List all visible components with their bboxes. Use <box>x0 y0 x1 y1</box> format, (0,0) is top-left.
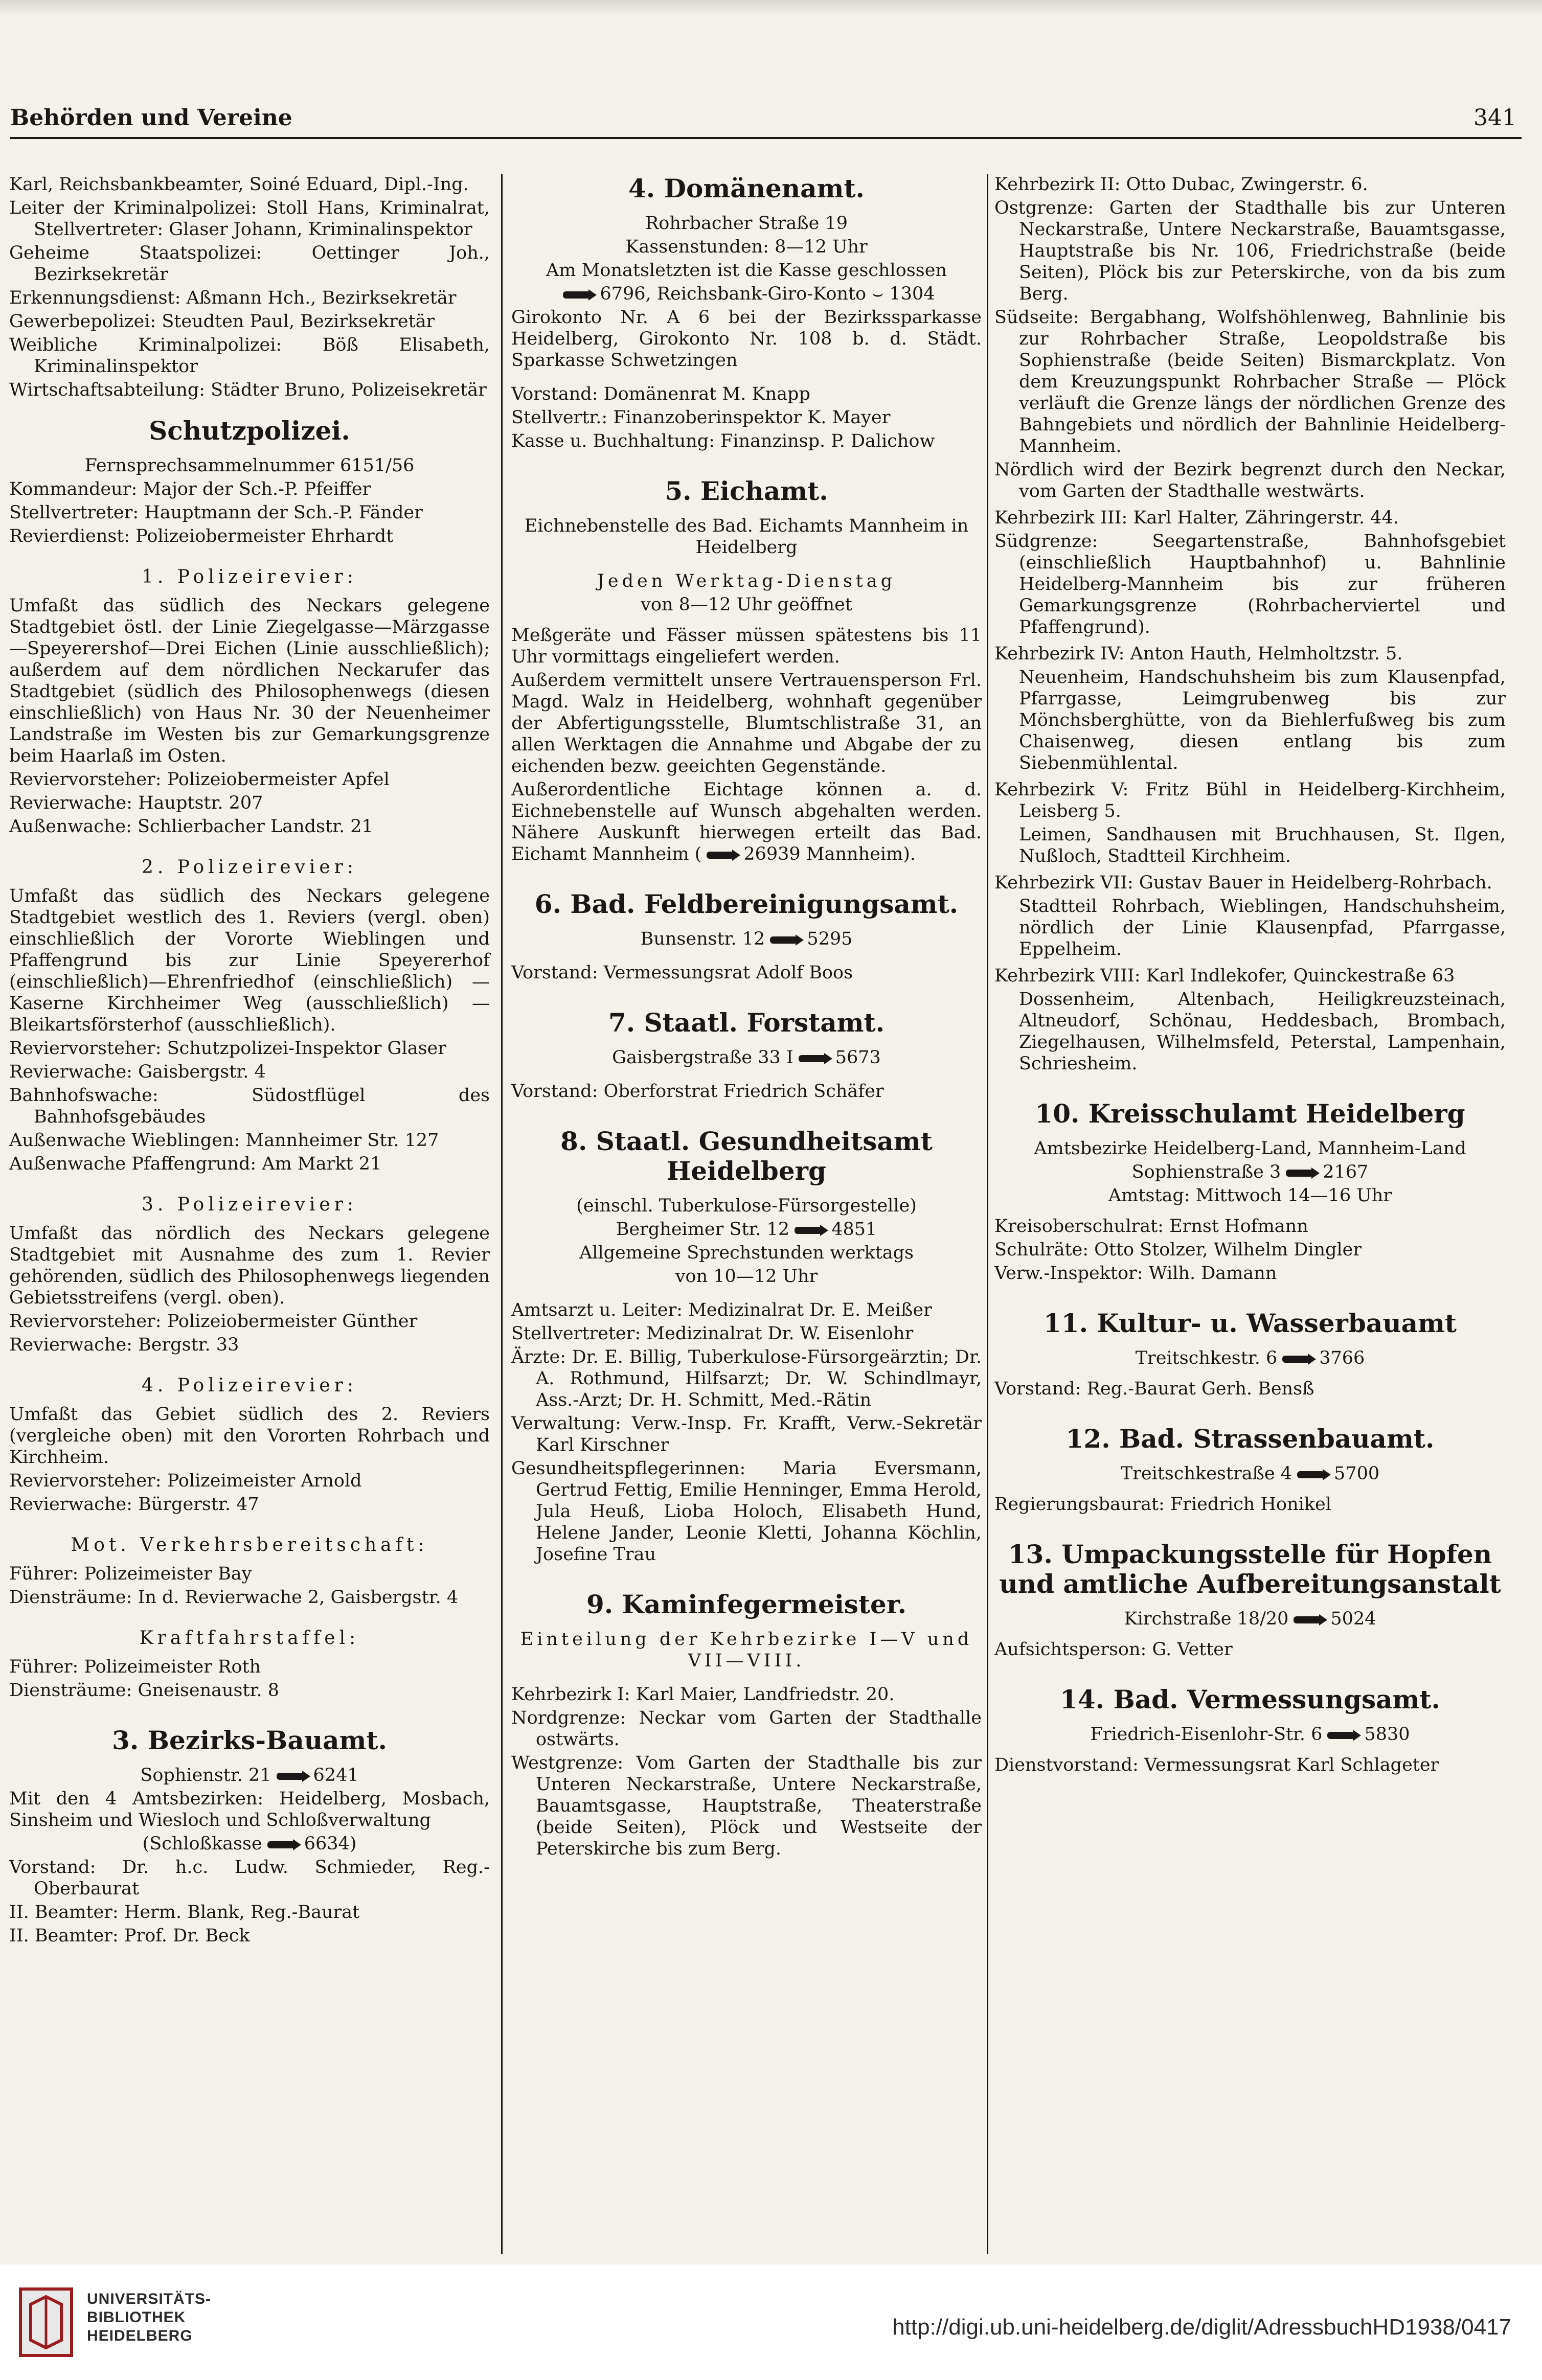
section-heading-wasserbauamt: 11. Kultur- u. Wasserbauamt <box>1044 1308 1457 1338</box>
address: Bergheimer Str. 12 <box>616 1219 790 1240</box>
entry-line: Südseite: Bergabhang, Wolfshöhlenweg, Bahnlinie bis zur Rohrbacher Straße, Leopoldstraße bis Sophienstraße (beide Seiten) Bismarckplatz. Von dem Kreuzungspunkt Rohrbacher Straße — Plöck verläuft die Grenze längs der nördlichen Grenze des Bahngebiets und nördlich der Bahnlinie Heidelberg-Mannheim. <box>994 307 1506 456</box>
notice-line: Am Monatsletzten ist die Kasse geschlossen <box>546 260 947 281</box>
telephone-icon <box>275 1771 310 1782</box>
address-line: Rohrbacher Straße 19 <box>645 213 848 234</box>
entry-line: Stellvertreter: Hauptmann der Sch.-P. Fänder <box>9 502 423 523</box>
entry-line: Nördlich wird der Bezirk begrenzt durch den Neckar, vom Garten der Stadthalle westwärts. <box>994 460 1506 501</box>
entry-line: Vorstand: Oberforstrat Friedrich Schäfer <box>511 1081 884 1102</box>
entry-line: Revierwache: Bürgerstr. 47 <box>9 1494 259 1515</box>
section-subtitle: Eichnebenstelle des Bad. Eichamts Mannheim in Heidelberg <box>524 516 969 558</box>
section-heading-forstamt: 7. Staatl. Forstamt. <box>608 1008 885 1038</box>
telephone-icon <box>1280 1354 1316 1365</box>
entry-line: Leiter der Kriminalpolizei: Stoll Hans, Kriminalrat, Stellvertreter: Glaser Johann, Kriminalinspektor <box>9 198 490 240</box>
address-line <box>994 1608 1506 1630</box>
entry-line: Ärzte: Dr. E. Billig, Tuberkulose-Fürsorgeärztin; Dr. A. Rothmund, Hilfsarzt; Dr. W. Schindlmayr, Ass.-Arzt; Dr. H. Schmitt, Med.-Rätin <box>511 1347 982 1410</box>
scan-edge <box>0 0 1542 15</box>
entry-line: Ostgrenze: Garten der Stadthalle bis zur Unteren Neckarstraße, Untere Neckarstraße, Bauamtsgasse, Hauptstraße bis Nr. 106, Friedrichstraße (beide Seiten), Plöck bis zur Peterskirche, von da bis zum Berg. <box>994 198 1506 304</box>
entry-line: Amtsarzt u. Leiter: Medizinalrat Dr. E. Meißer <box>511 1300 932 1320</box>
schloss-label: (Schloßkasse <box>142 1834 262 1854</box>
subheading-revier-2: 2. Polizeirevier: <box>141 857 358 878</box>
entry-line: Revierwache: Hauptstr. 207 <box>9 793 263 813</box>
hours-line: von 8—12 Uhr geöffnet <box>641 594 852 615</box>
entry-line: Gesundheitspflegerinnen: Maria Eversmann, Gertrud Fettig, Emilie Henninger, Emma Herold, Jula Heuß, Lioba Holoch, Elisabeth Hund, Helene Jander, Leonie Kletti, Johanna Köchlin, Josefine Trau <box>511 1458 982 1565</box>
entry-line: Dienstvorstand: Vermessungsrat Karl Schlageter <box>994 1755 1439 1775</box>
giro-icon: ⌣ <box>872 284 884 304</box>
address: Bunsenstr. 12 <box>640 929 765 949</box>
phone-number: 5295 <box>807 929 853 949</box>
entry-line: II. Beamter: Herm. Blank, Reg.-Baurat <box>9 1902 360 1923</box>
university-library-logo <box>15 2284 77 2361</box>
entry-line: Führer: Polizeimeister Roth <box>9 1657 261 1677</box>
description-text: Außerordentliche Eichtage können a. d. Eichnebenstelle auf Wunsch abgehalten werden. Nähere Auskunft hierwegen erteilt das Bad. Eichamt Mannheim ( <box>511 780 982 864</box>
entry-line: Vorstand: Domänenrat M. Knapp <box>511 384 810 404</box>
column-2 <box>511 174 982 1862</box>
entry-line: Aufsichtsperson: G. Vetter <box>994 1639 1233 1660</box>
telephone-icon <box>265 1839 301 1850</box>
section-heading-bezirks-bauamt: 3. Bezirks-Bauamt. <box>112 1725 387 1755</box>
entry-line: Neuenheim, Handschuhsheim bis zum Klausenpfad, Pfarrgasse, Leimgrubenweg bis zur Mönchsberghütte, von da Biehlerfußweg bis zum Chaisenweg, diesen entlang bis zum Siebenmühlental. <box>1019 667 1506 773</box>
section-description: Außerdem vermittelt unsere Vertrauensperson Frl. Magd. Walz in Heidelberg, wohnhaft gegenüber der Abfertigungsstelle, Blumtschlistraße 31, an allen Werktagen die Annahme und Abgabe der zu eichenden bezw. geeichten Gegenstände. <box>511 670 982 776</box>
section-heading-feldbereinigungsamt: 6. Bad. Feldbereinigungsamt. <box>534 889 959 919</box>
entry-line: Vorstand: Dr. h.c. Ludw. Schmieder, Reg.-Oberbaurat <box>9 1857 490 1899</box>
entry-line: Diensträume: In d. Revierwache 2, Gaisbergstr. 4 <box>9 1587 459 1608</box>
address-line <box>9 1833 490 1855</box>
entry-line: Südgrenze: Seegartenstraße, Bahnhofsgebiet (einschließlich Hauptbahnhof) u. Bahnlinie Heidelberg-Mannheim bis zur früheren Gemarkungsgrenze (Rohrbacherviertel und Pfaffengrund). <box>994 531 1506 637</box>
entry-line: Revierwache: Gaisbergstr. 4 <box>9 1062 266 1082</box>
entry-line: Verw.-Inspektor: Wilh. Damann <box>994 1263 1277 1284</box>
entry-line: II. Beamter: Prof. Dr. Beck <box>9 1926 250 1946</box>
entry-line: Regierungsbaurat: Friedrich Honikel <box>994 1494 1331 1515</box>
entry-line: Bahnhofswache: Südostflügel des Bahnhofsgebäudes <box>9 1085 490 1127</box>
phone-number: 5700 <box>1334 1463 1380 1484</box>
address-line <box>511 1047 982 1068</box>
entry-line: Reviervorsteher: Polizeiobermeister Apfel <box>9 769 390 790</box>
subheading-revier-4: 4. Polizeirevier: <box>141 1375 358 1396</box>
entry-line: Schulräte: Otto Stolzer, Wilhelm Dingler <box>994 1240 1362 1260</box>
entry-line: Außenwache Pfaffengrund: Am Markt 21 <box>9 1154 382 1174</box>
address-line <box>994 1724 1506 1745</box>
section-subtitle: Amtsbezirke Heidelberg-Land, Mannheim-Land <box>1034 1138 1466 1159</box>
address-line <box>511 928 982 950</box>
entry-line: Außenwache: Schlierbacher Landstr. 21 <box>9 816 373 837</box>
section-heading-hopfen: 13. Umpackungsstelle für Hopfen und amtliche Aufbereitungsanstalt <box>999 1539 1501 1599</box>
column-3 <box>994 174 1506 1778</box>
phone-number: 3766 <box>1319 1348 1365 1368</box>
address: Sophienstraße 3 <box>1131 1162 1281 1182</box>
library-name-line: HEIDELBERG <box>87 2327 193 2344</box>
header-rule <box>10 137 1522 139</box>
section-heading-kaminfegermeister: 9. Kaminfegermeister. <box>586 1589 907 1619</box>
phone-number: 4851 <box>831 1219 877 1240</box>
phone-text: 6796, Reichsbank-Giro-Konto <box>600 284 867 304</box>
address-line <box>994 1161 1506 1183</box>
phone-number: 5024 <box>1330 1609 1376 1629</box>
kehrbezirk-heading: Kehrbezirk I: Karl Maier, Landfriedstr. 20. <box>511 1684 895 1705</box>
phone-number: 5673 <box>835 1047 881 1068</box>
phone-number: 6241 <box>313 1765 359 1786</box>
telephone-icon <box>797 1053 832 1064</box>
address: Sophienstr. 21 <box>140 1765 271 1786</box>
address: Gaisbergstraße 33 I <box>612 1047 793 1068</box>
column-divider <box>987 174 988 2254</box>
hours-line: Kassenstunden: 8—12 Uhr <box>625 237 868 257</box>
revier-description: Umfaßt das nördlich des Neckars gelegene Stadtgebiet mit Ausnahme des zum 1. Revier gehörenden, südlich des Philosophenwegs liegenden Gebietsstreifens (vergl. oben). <box>9 1223 490 1308</box>
hours-line: Amtstag: Mittwoch 14—16 Uhr <box>1108 1185 1392 1206</box>
entry-line: Kasse u. Buchhaltung: Finanzinsp. P. Dalichow <box>511 431 935 451</box>
entry-line: Reviervorsteher: Polizeimeister Arnold <box>9 1471 362 1491</box>
entry-line: Wirtschaftsabteilung: Städter Bruno, Polizeisekretär <box>9 380 487 400</box>
phone-number: 6634) <box>304 1834 357 1854</box>
page-number: 341 <box>1473 105 1516 131</box>
telephone-icon <box>792 1225 828 1236</box>
revier-description: Umfaßt das Gebiet südlich des 2. Reviers (vergleiche oben) mit den Vororten Rohrbach und Kirchheim. <box>9 1404 490 1468</box>
address-line <box>511 1219 982 1240</box>
telephone-icon <box>1295 1469 1331 1480</box>
subheading-revier-3: 3. Polizeirevier: <box>141 1194 358 1215</box>
telephone-icon <box>1291 1614 1327 1626</box>
section-description: Meßgeräte und Fässer müssen spätestens bis 11 Uhr vormittags eingeliefert werden. <box>511 625 982 667</box>
telephone-icon <box>561 289 597 301</box>
entry-line: Dossenheim, Altenbach, Heiligkreuzsteinach, Altneudorf, Schönau, Heddesbach, Brombach, Ziegelhausen, Wilhelmsfeld, Peterstal, Lampenhain, Schriesheim. <box>1019 989 1506 1074</box>
address-line <box>994 1347 1506 1369</box>
subheading-mot-verkehrsbereitschaft: Mot. Verkehrsbereitschaft: <box>71 1535 428 1555</box>
entry-line: Stellvertr.: Finanzoberinspektor K. Mayer <box>511 407 891 428</box>
kehrbezirk-heading: Kehrbezirk IV: Anton Hauth, Helmholtzstr. 5. <box>994 644 1403 664</box>
entry-line: Reviervorsteher: Schutzpolizei-Inspektor Glaser <box>9 1038 446 1059</box>
phone-line <box>511 283 982 305</box>
section-description <box>511 779 982 865</box>
section-heading-gesundheitsamt: 8. Staatl. Gesundheitsamt Heidelberg <box>560 1126 933 1186</box>
library-name <box>87 2290 211 2345</box>
entry-line: Kommandeur: Major der Sch.-P. Pfeiffer <box>9 479 371 499</box>
entry-line: Verwaltung: Verw.-Insp. Fr. Krafft, Verw.-Sekretär Karl Kirschner <box>511 1413 982 1455</box>
entry-line: Nordgrenze: Neckar vom Garten der Stadthalle ostwärts. <box>511 1708 982 1750</box>
entry-line: Führer: Polizeimeister Bay <box>9 1564 252 1584</box>
entry-line: Vorstand: Vermessungsrat Adolf Boos <box>511 963 853 983</box>
section-heading-domaenenamt: 4. Domänenamt. <box>628 173 865 203</box>
entry-line: Stadtteil Rohrbach, Wieblingen, Handschuhsheim, nördlich der Linie Klausenpfad, Pfarrgasse, Eppelheim. <box>1019 896 1506 959</box>
address: Friedrich-Eisenlohr-Str. 6 <box>1090 1724 1323 1745</box>
phone-number: 2167 <box>1323 1162 1369 1182</box>
section-heading-strassenbauamt: 12. Bad. Strassenbauamt. <box>1065 1424 1435 1454</box>
address-line <box>994 1463 1506 1484</box>
address: Kirchstraße 18/20 <box>1124 1609 1289 1629</box>
section-subtitle: (einschl. Tuberkulose-Fürsorgestelle) <box>576 1196 917 1216</box>
kehrbezirk-heading: Kehrbezirk V: Fritz Bühl in Heidelberg-Kirchheim, Leisberg 5. <box>994 780 1506 821</box>
telephone-icon <box>1284 1168 1320 1179</box>
entry-line: Erkennungsdienst: Aßmann Hch., Bezirksekretär <box>9 288 457 308</box>
column-divider <box>501 174 503 2254</box>
days-line: Jeden Werktag-Dienstag <box>597 571 896 591</box>
hours-line: Allgemeine Sprechstunden werktags <box>579 1243 914 1263</box>
library-name-line: UNIVERSITÄTS- <box>87 2291 212 2307</box>
address: Treitschkestraße 4 <box>1120 1463 1292 1484</box>
telephone-icon <box>768 934 804 946</box>
telephone-icon <box>1325 1730 1361 1741</box>
kehrbezirk-heading: Kehrbezirk VIII: Karl Indlekofer, Quinckestraße 63 <box>994 966 1455 986</box>
revier-description: Umfaßt das südlich des Neckars gelegene Stadtgebiet östl. der Linie Ziegelgasse—Märzgasse—Speyerershof—Drei Eichen (Linie ausschließlich); außerdem auf dem nördlichen Neckarufer das Stadtgebiet (südlich des Philosophenwegs (diesen einschließlich) von Haus Nr. 30 der Neuenheimer Landstraße im Westen bis zur Gemarkungsgrenze beim Haarlaß im Osten. <box>9 596 490 766</box>
section-subtitle: Einteilung der Kehrbezirke I—V und VII—VIII. <box>520 1629 973 1671</box>
section-description: Girokonto Nr. A 6 bei der Bezirkssparkasse Heidelberg, Girokonto Nr. 108 b. d. Städt. Sparkasse Schwetzingen <box>511 307 982 371</box>
column-1 <box>9 174 490 1949</box>
section-heading-kreisschulamt: 10. Kreisschulamt Heidelberg <box>1035 1099 1465 1129</box>
entry-line: Reviervorsteher: Polizeiobermeister Günther <box>9 1311 418 1332</box>
phone-number: 26939 Mannheim). <box>743 844 916 864</box>
section-heading-eichamt: 5. Eichamt. <box>665 476 828 506</box>
entry-line: Geheime Staatspolizei: Oettinger Joh., Bezirksekretär <box>9 243 490 285</box>
entry-line: Leimen, Sandhausen mit Bruchhausen, St. Ilgen, Nußloch, Stadtteil Kirchheim. <box>1019 825 1506 866</box>
giro-number: 1304 <box>889 284 935 304</box>
entry-line: Revierdienst: Polizeiobermeister Ehrhardt <box>9 526 394 546</box>
phone-collective: Fernsprechsammelnummer 6151/56 <box>84 455 415 476</box>
entry-line: Kreisoberschulrat: Ernst Hofmann <box>994 1216 1308 1237</box>
running-head: Behörden und Vereine <box>10 105 292 131</box>
phone-number: 5830 <box>1364 1724 1410 1745</box>
telephone-icon <box>705 850 740 861</box>
section-description: Mit den 4 Amtsbezirken: Heidelberg, Mosbach, Sinsheim und Wiesloch und Schloßverwaltung <box>9 1789 490 1830</box>
kehrbezirk-heading: Kehrbezirk VII: Gustav Bauer in Heidelberg-Rohrbach. <box>994 873 1492 893</box>
entry-line: Karl, Reichsbankbeamter, Soiné Eduard, Dipl.-Ing. <box>9 174 469 195</box>
revier-description: Umfaßt das südlich des Neckars gelegene Stadtgebiet westlich des 1. Reviers (vergl. oben) einschließlich der Vororte Wieblingen und Pfaffengrund bis zur Linie Speyererhof (einschließlich)—Ehrenfriedhof (einschließlich) — Kaserne Kirchheimer Weg (ausschließlich) — Bleikartsförsterhof (ausschließlich). <box>9 886 490 1035</box>
address: Treitschkestr. 6 <box>1135 1348 1278 1368</box>
kehrbezirk-heading: Kehrbezirk II: Otto Dubac, Zwingerstr. 6. <box>994 174 1368 195</box>
entry-line: Revierwache: Bergstr. 33 <box>9 1335 239 1355</box>
entry-line: Vorstand: Reg.-Baurat Gerh. Bensß <box>994 1379 1314 1399</box>
entry-line: Stellvertreter: Medizinalrat Dr. W. Eisenlohr <box>511 1323 914 1344</box>
section-heading-vermessungsamt: 14. Bad. Vermessungsamt. <box>1060 1684 1440 1714</box>
entry-line: Außenwache Wieblingen: Mannheimer Str. 127 <box>9 1130 439 1151</box>
library-name-line: BIBLIOTHEK <box>87 2309 186 2326</box>
hours-line: von 10—12 Uhr <box>675 1266 818 1287</box>
kehrbezirk-heading: Kehrbezirk III: Karl Halter, Zähringerstr. 44. <box>994 508 1399 528</box>
entry-line: Weibliche Kriminalpolizei: Böß Elisabeth, Kriminalinspektor <box>9 335 490 377</box>
entry-line: Westgrenze: Vom Garten der Stadthalle bis zur Unteren Neckarstraße, Untere Neckarstraße, Bauamtsgasse, Hauptstraße, Theaterstraße (beide Seiten), Plöck und Westseite der Peterskirche bis zum Berg. <box>511 1753 982 1859</box>
subheading-kraftfahrstaffel: Kraftfahrstaffel: <box>139 1628 360 1649</box>
subheading-revier-1: 1. Polizeirevier: <box>141 566 358 587</box>
address-line <box>9 1765 490 1786</box>
entry-line: Gewerbepolizei: Steudten Paul, Bezirksekretär <box>9 311 435 332</box>
section-heading-schutzpolizei: Schutzpolizei. <box>149 416 350 446</box>
source-url-link[interactable]: http://digi.ub.uni-heidelberg.de/diglit/AdressbuchHD1938/0417 <box>892 2315 1511 2340</box>
entry-line: Diensträume: Gneisenaustr. 8 <box>9 1680 279 1701</box>
